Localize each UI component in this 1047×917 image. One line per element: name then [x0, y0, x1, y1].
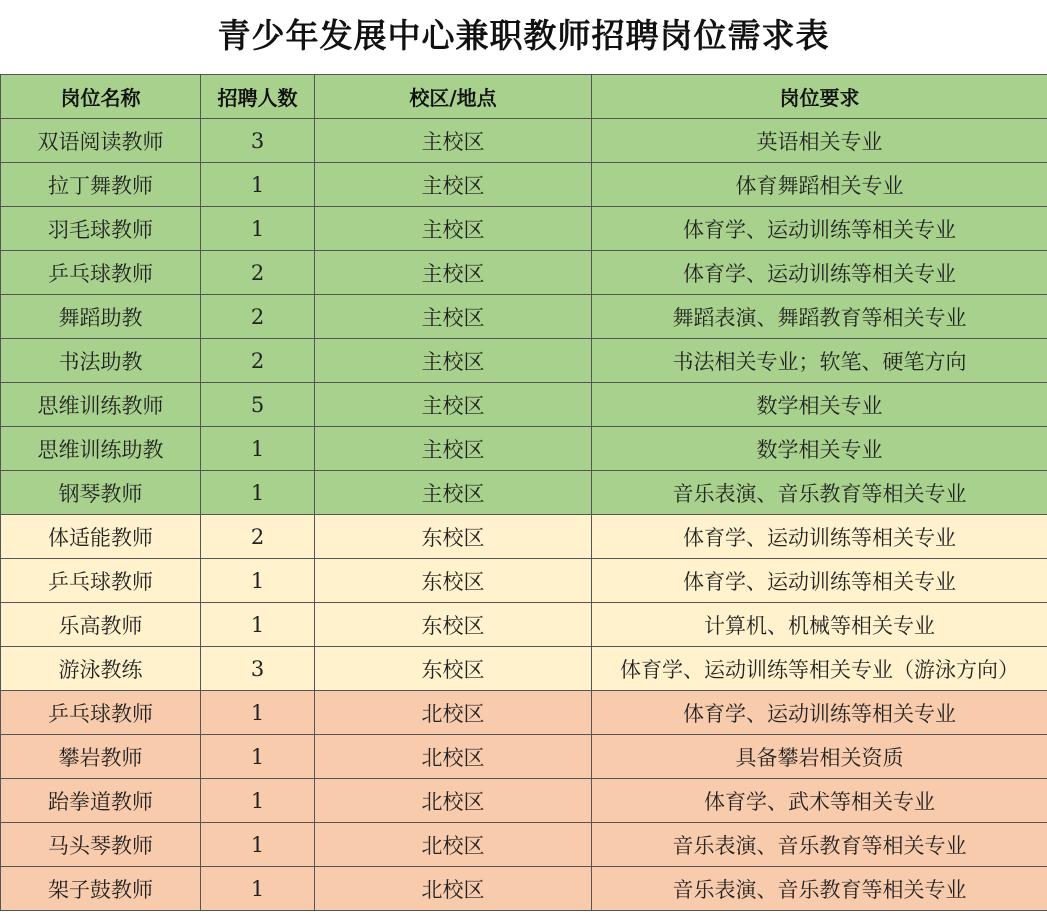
cell-requirement: 计算机、机械等相关专业 [592, 603, 1047, 647]
cell-requirement: 具备攀岩相关资质 [592, 735, 1047, 779]
header-campus: 校区/地点 [315, 75, 592, 119]
table-row [1, 207, 1047, 251]
table-row [1, 867, 1047, 911]
cell-requirement: 音乐表演、音乐教育等相关专业 [592, 823, 1047, 867]
cell-position: 思维训练助教 [1, 427, 201, 471]
cell-count: 1 [201, 735, 315, 779]
table-row [1, 119, 1047, 163]
cell-count: 1 [201, 207, 315, 251]
cell-count: 5 [201, 383, 315, 427]
cell-campus: 北校区 [315, 867, 592, 911]
table-row [1, 163, 1047, 207]
table-row [1, 295, 1047, 339]
cell-requirement: 舞蹈表演、舞蹈教育等相关专业 [592, 295, 1047, 339]
cell-requirement: 体育学、运动训练等相关专业 [592, 207, 1047, 251]
cell-campus: 主校区 [315, 119, 592, 163]
cell-campus: 主校区 [315, 427, 592, 471]
cell-count: 1 [201, 823, 315, 867]
cell-campus: 北校区 [315, 735, 592, 779]
cell-position: 双语阅读教师 [1, 119, 201, 163]
cell-count: 1 [201, 779, 315, 823]
cell-requirement: 体育学、运动训练等相关专业 [592, 559, 1047, 603]
cell-count: 1 [201, 691, 315, 735]
table-row [1, 427, 1047, 471]
cell-count: 2 [201, 515, 315, 559]
cell-requirement: 体育舞蹈相关专业 [592, 163, 1047, 207]
cell-campus: 东校区 [315, 515, 592, 559]
table-row [1, 603, 1047, 647]
table-row [1, 515, 1047, 559]
page-title: 青少年发展中心兼职教师招聘岗位需求表 [217, 16, 830, 55]
cell-position: 羽毛球教师 [1, 207, 201, 251]
header-count: 招聘人数 [201, 75, 315, 119]
cell-requirement: 音乐表演、音乐教育等相关专业 [592, 867, 1047, 911]
table-row [1, 779, 1047, 823]
table-row [1, 339, 1047, 383]
cell-campus: 北校区 [315, 779, 592, 823]
cell-requirement: 体育学、运动训练等相关专业（游泳方向） [592, 647, 1047, 691]
cell-campus: 主校区 [315, 207, 592, 251]
cell-count: 1 [201, 603, 315, 647]
cell-position: 书法助教 [1, 339, 201, 383]
table-row [1, 691, 1047, 735]
table-row [1, 251, 1047, 295]
cell-count: 2 [201, 339, 315, 383]
cell-campus: 主校区 [315, 383, 592, 427]
cell-campus: 主校区 [315, 295, 592, 339]
cell-position: 游泳教练 [1, 647, 201, 691]
cell-campus: 东校区 [315, 603, 592, 647]
cell-count: 2 [201, 295, 315, 339]
table-row [1, 471, 1047, 515]
table-row [1, 647, 1047, 691]
cell-position: 乒乓球教师 [1, 691, 201, 735]
cell-count: 1 [201, 163, 315, 207]
cell-count: 1 [201, 427, 315, 471]
cell-position: 跆拳道教师 [1, 779, 201, 823]
table-header-row [1, 75, 1047, 119]
cell-requirement: 体育学、运动训练等相关专业 [592, 691, 1047, 735]
table-row [1, 735, 1047, 779]
cell-position: 乒乓球教师 [1, 251, 201, 295]
cell-position: 马头琴教师 [1, 823, 201, 867]
cell-count: 1 [201, 867, 315, 911]
cell-campus: 主校区 [315, 251, 592, 295]
cell-count: 1 [201, 559, 315, 603]
cell-position: 钢琴教师 [1, 471, 201, 515]
table-row [1, 559, 1047, 603]
cell-campus: 北校区 [315, 691, 592, 735]
cell-count: 1 [201, 471, 315, 515]
header-position: 岗位名称 [1, 75, 201, 119]
cell-requirement: 体育学、武术等相关专业 [592, 779, 1047, 823]
cell-requirement: 英语相关专业 [592, 119, 1047, 163]
cell-campus: 主校区 [315, 471, 592, 515]
recruitment-table [0, 74, 1047, 911]
cell-count: 2 [201, 251, 315, 295]
cell-requirement: 体育学、运动训练等相关专业 [592, 515, 1047, 559]
cell-count: 3 [201, 647, 315, 691]
cell-position: 思维训练教师 [1, 383, 201, 427]
cell-requirement: 书法相关专业；软笔、硬笔方向 [592, 339, 1047, 383]
cell-count: 3 [201, 119, 315, 163]
cell-position: 乐高教师 [1, 603, 201, 647]
cell-position: 拉丁舞教师 [1, 163, 201, 207]
cell-campus: 东校区 [315, 559, 592, 603]
cell-requirement: 体育学、运动训练等相关专业 [592, 251, 1047, 295]
cell-requirement: 数学相关专业 [592, 383, 1047, 427]
cell-position: 体适能教师 [1, 515, 201, 559]
cell-position: 架子鼓教师 [1, 867, 201, 911]
cell-position: 乒乓球教师 [1, 559, 201, 603]
cell-campus: 北校区 [315, 823, 592, 867]
cell-campus: 东校区 [315, 647, 592, 691]
header-requirement: 岗位要求 [592, 75, 1047, 119]
table-row [1, 383, 1047, 427]
cell-requirement: 音乐表演、音乐教育等相关专业 [592, 471, 1047, 515]
cell-campus: 主校区 [315, 163, 592, 207]
cell-position: 舞蹈助教 [1, 295, 201, 339]
cell-position: 攀岩教师 [1, 735, 201, 779]
cell-requirement: 数学相关专业 [592, 427, 1047, 471]
table-row [1, 823, 1047, 867]
cell-campus: 主校区 [315, 339, 592, 383]
